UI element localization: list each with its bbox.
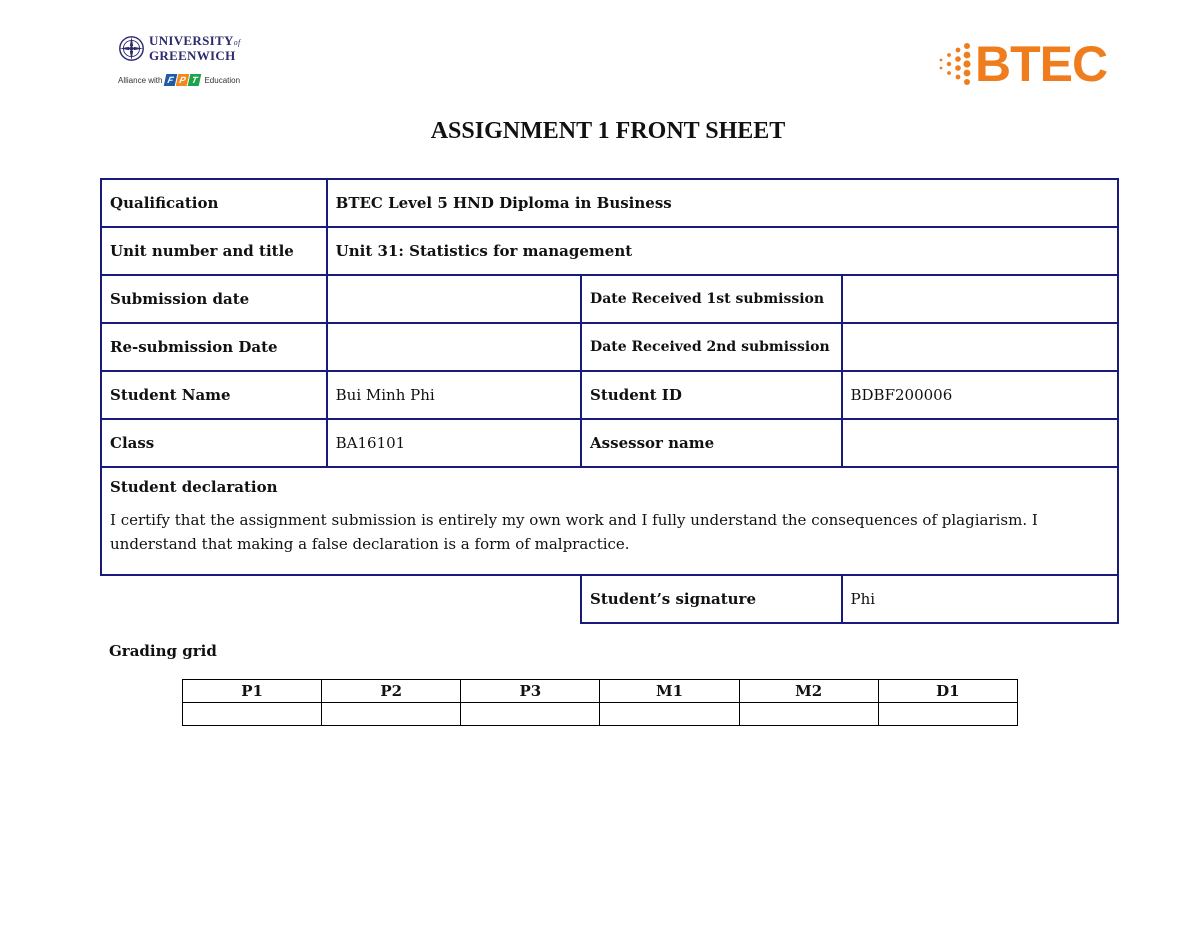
date-received-1-label: Date Received 1st submission <box>581 275 841 323</box>
resubmission-row <box>101 323 1118 371</box>
student-declaration <box>101 467 1118 575</box>
submission-row <box>101 275 1118 323</box>
front-sheet-form <box>100 178 1119 624</box>
grade-header-p2: P2 <box>322 680 461 703</box>
date-received-1-field[interactable] <box>842 275 1119 323</box>
date-received-2-label: Date Received 2nd submission <box>581 323 841 371</box>
university-wordmark: UNIVERSITYof GREENWICH <box>149 33 241 63</box>
qualification-label: Qualification <box>101 179 327 227</box>
student-name-field[interactable]: Bui Minh Phi <box>327 371 581 419</box>
grade-header-p3: P3 <box>461 680 600 703</box>
submission-date-field[interactable] <box>327 275 581 323</box>
grade-header-m2: M2 <box>739 680 878 703</box>
grading-header-row <box>183 680 1018 703</box>
page-title: ASSIGNMENT 1 FRONT SHEET <box>430 118 786 144</box>
declaration-row <box>101 467 1118 575</box>
resubmission-date-label: Re-submission Date <box>101 323 327 371</box>
grade-cell-p3[interactable] <box>461 703 600 726</box>
alliance-suffix: Education <box>204 75 241 85</box>
student-row <box>101 371 1118 419</box>
fpt-logo: F P T <box>165 74 201 86</box>
unit-row <box>101 227 1118 275</box>
submission-date-label: Submission date <box>101 275 327 323</box>
btec-wordmark: BTEC <box>975 36 1108 92</box>
grade-cell-p2[interactable] <box>322 703 461 726</box>
btec-dots-icon <box>937 40 971 88</box>
grade-cell-p1[interactable] <box>183 703 322 726</box>
class-row <box>101 419 1118 467</box>
signature-row <box>101 575 1118 623</box>
grade-header-d1: D1 <box>878 680 1017 703</box>
class-field[interactable]: BA16101 <box>327 419 581 467</box>
assessor-name-label: Assessor name <box>581 419 841 467</box>
grading-grid-label: Grading grid <box>109 642 217 660</box>
date-received-2-field[interactable] <box>842 323 1119 371</box>
btec-logo <box>937 34 1127 94</box>
alliance-prefix: Alliance with <box>118 75 163 85</box>
unit-value: Unit 31: Statistics for management <box>327 227 1118 275</box>
declaration-text: I certify that the assignment submission is entirely my own work and I fully understand the consequences of plagiarism. I understand that making a false declaration is a form of malpractice. <box>110 511 1038 553</box>
fpt-alliance-line <box>118 74 258 86</box>
signature-spacer <box>101 575 581 623</box>
grade-header-p1: P1 <box>183 680 322 703</box>
grade-cell-m1[interactable] <box>600 703 739 726</box>
student-id-field[interactable]: BDBF200006 <box>842 371 1119 419</box>
class-label: Class <box>101 419 327 467</box>
university-of-greenwich-logo <box>118 34 258 94</box>
grade-header-m1: M1 <box>600 680 739 703</box>
unit-label: Unit number and title <box>101 227 327 275</box>
resubmission-date-field[interactable] <box>327 323 581 371</box>
qualification-value: BTEC Level 5 HND Diploma in Business <box>327 179 1118 227</box>
signature-field[interactable]: Phi <box>842 575 1119 623</box>
compass-rose-icon <box>118 35 145 62</box>
student-id-label: Student ID <box>581 371 841 419</box>
assessor-name-field[interactable] <box>842 419 1119 467</box>
grade-cell-d1[interactable] <box>878 703 1017 726</box>
grading-grid <box>182 679 1018 726</box>
declaration-title: Student declaration <box>110 478 278 496</box>
grade-cell-m2[interactable] <box>739 703 878 726</box>
signature-label: Student’s signature <box>581 575 841 623</box>
student-name-label: Student Name <box>101 371 327 419</box>
grading-value-row <box>183 703 1018 726</box>
qualification-row <box>101 179 1118 227</box>
